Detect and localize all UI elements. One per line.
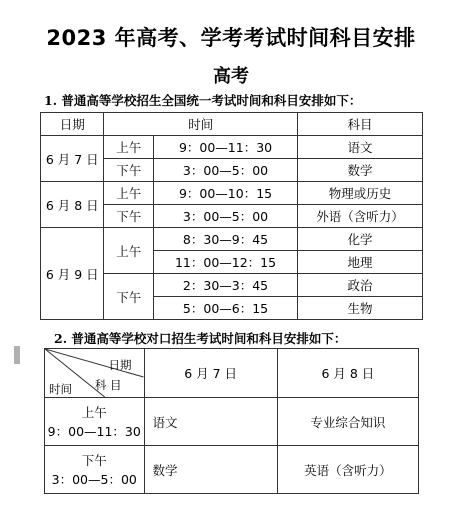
subject-cell: 专业综合知识: [277, 398, 418, 446]
half-cell: 上午: [104, 182, 154, 205]
header-time: 时间: [104, 113, 297, 136]
section1-heading: 1. 普通高等学校招生全国统一考试时间和科目安排如下：: [44, 93, 362, 108]
time-cell: 8：30—9：45: [154, 228, 298, 251]
header-date: 日期: [41, 113, 104, 136]
session-half: 上午: [81, 404, 107, 420]
page-title: 2023 年高考、学考考试时间科目安排: [46, 26, 416, 50]
time-cell: 2：30—3：45: [154, 274, 298, 297]
page-subtitle: 高考: [213, 66, 249, 87]
subject-cell: 外语（含听力）: [297, 205, 422, 228]
session-time: 3：00—5：00: [51, 471, 137, 487]
session-cell: [45, 446, 145, 494]
subject-cell: 语文: [297, 136, 422, 159]
half-cell: 下午: [104, 159, 154, 182]
subject-cell: 数学: [297, 159, 422, 182]
date-header: 6 月 8 日: [277, 349, 418, 398]
vocational-schedule-table: [44, 348, 419, 494]
text-cursor-marker: [14, 346, 20, 364]
time-cell: 9：00—11：30: [154, 136, 298, 159]
table-row: [45, 446, 419, 494]
table-row: [41, 182, 423, 205]
half-cell: 上午: [104, 136, 154, 159]
date-cell: 6 月 7 日: [41, 136, 104, 182]
half-cell: 下午: [104, 205, 154, 228]
table-row: [41, 136, 423, 159]
header-subject: 科目: [297, 113, 422, 136]
subject-cell: 数学: [144, 446, 277, 494]
subject-cell: 地理: [297, 251, 422, 274]
time-cell: 5：00—6：15: [154, 297, 298, 320]
time-cell: 11：00—12：15: [154, 251, 298, 274]
session-half: 下午: [81, 452, 107, 468]
section2-heading: 2. 普通高等学校对口招生考试时间和科目安排如下：: [54, 331, 347, 346]
corner-subject-label: 科 目: [94, 378, 122, 392]
table-row: [45, 398, 419, 446]
subject-cell: 物理或历史: [297, 182, 422, 205]
corner-time-label: 时间: [49, 382, 72, 396]
diagonal-header-cell: [45, 349, 145, 398]
subject-cell: 语文: [144, 398, 277, 446]
subject-cell: 化学: [297, 228, 422, 251]
time-cell: 3：00—5：00: [154, 205, 298, 228]
time-cell: 3：00—5：00: [154, 159, 298, 182]
table-header-row: [45, 349, 419, 398]
time-cell: 9：00—10：15: [154, 182, 298, 205]
session-cell: [45, 398, 145, 446]
half-cell: 上午: [104, 228, 154, 274]
gaokao-schedule-table: [40, 112, 423, 320]
date-cell: 6 月 9 日: [41, 228, 104, 320]
half-cell: 下午: [104, 274, 154, 320]
date-header: 6 月 7 日: [144, 349, 277, 398]
subject-cell: 政治: [297, 274, 422, 297]
subject-cell: 生物: [297, 297, 422, 320]
table-header-row: [41, 113, 423, 136]
corner-date-label: 日期: [108, 358, 132, 372]
subject-cell: 英语（含听力）: [277, 446, 418, 494]
date-cell: 6 月 8 日: [41, 182, 104, 228]
session-time: 9：00—11：30: [47, 423, 141, 439]
table-row: [41, 228, 423, 251]
